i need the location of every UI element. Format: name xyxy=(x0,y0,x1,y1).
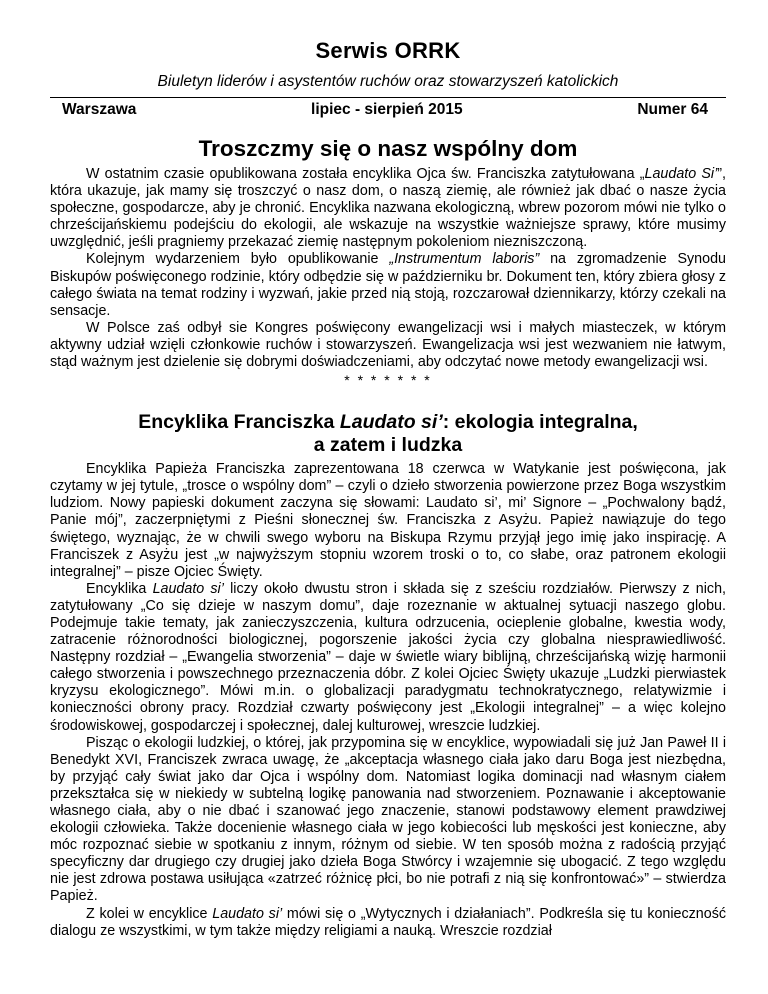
article2-title: Encyklika Franciszka Laudato si’: ekologia integralna, a zatem i ludzka xyxy=(138,411,638,457)
newsletter-page xyxy=(50,0,726,940)
masthead-info-bar xyxy=(50,97,726,119)
newsletter-subtitle: Biuletyn liderów i asystentów ruchów oraz stowarzyszeń katolickich xyxy=(157,73,619,90)
section-separator: * * * * * * * xyxy=(344,372,432,389)
article2-paragraph-1: Encyklika Papieża Franciszka zaprezentowana 18 czerwca w Watykanie jest poświęcona, jak czytamy w jej tytule, „trosce o wspólny dom” – czyli o dzieło stworzenia powierzone przez Boga wszystkim ludziom. Nowy papieski dokument zaczyna się słowami: Laudato si’, mi’ Signore – „Pochwalony bądź, Panie mój”, zaczerpniętymi z Pieśni słonecznej św. Franciszka z Asyżu. Papież nawiązuje do tego świętego, wyznając, że w chwili swego wyboru na Biskupa Rzymu przyjął jego imię jako inspirację. A Franciszek z Asyżu jest „w najwyższym stopniu wzorem troski o to, co słabe, oraz patronem ekologii integralnej” – pisze Ojciec Święty. xyxy=(50,461,726,580)
article1-paragraph-2: Kolejnym wydarzeniem było opublikowanie „Instrumentum laboris” na zgromadzenie Synodu Biskupów poświęconego rodzinie, który odbędzie się w październiku br. Dokument ten, który zbiera głosy z całego świata na temat rodziny i wyzwań, jakie przed nią stoją, rozczarował dziennikarzy, którzy czekali na sensacje. xyxy=(50,251,726,319)
article1-paragraph-3: W Polsce zaś odbył sie Kongres poświęcony ewangelizacji wsi i małych miasteczek, w którym aktywny udział wzięli członkowie ruchów i stowarzyszeń. Ewangelizacja wsi jest wezwaniem nie łatwym, stąd ważnym jest dzielenie się dobrymi doświadczeniami, aby odczytać nowe metody ewangelizacji wsi. xyxy=(50,319,726,371)
article2-paragraph-4: Z kolei w encyklice Laudato si’ mówi się o „Wytycznych i działaniach”. Podkreśla się tu konieczność dialogu ze wszystkimi, w tym także między religiami a nauką. Wreszcie rozdział xyxy=(50,905,727,939)
masthead-issue: Numer 64 xyxy=(637,101,708,118)
masthead-city: Warszawa xyxy=(62,101,137,118)
article2-paragraph-3: Pisząc o ekologii ludzkiej, o której, jak przypomina się w encyklice, wypowiadali się już Jan Paweł II i Benedykt XVI, Franciszek zwraca uwagę, że „akceptacja własnego ciała jako daru Boga jest niezbędna, by przyjąć cały świat jako dar Ojca i wspólny dom. Natomiast logika dominacji nad własnym ciałem przekształca się w niekiedy w subtelną logikę panowania nad stworzeniem. Poznawanie i akceptowanie własnego ciała, aby o nie dbać i szanować jego znaczenie, stanowi podstawowy element prawdziwej ekologii człowieka. Także docenienie własnego ciała w jego kobiecości lub męskości jest konieczne, aby móc rozpoznać siebie w spotkaniu z innym, różnym od siebie. W ten sposób można z radością przyjąć specyficzny dar drugiego czy drugiej jako dzieła Boga Stwórcy i wzajemnie się ubogacić. Z tego względu nie jest zdrowa postawa usiłująca «zatrzeć różnicę płci, bo nie potrafi z nią się konfrontować»” – stwierdza Papież. xyxy=(50,734,726,905)
newsletter-title: Serwis ORRK xyxy=(315,38,461,63)
masthead-date: lipiec - sierpień 2015 xyxy=(311,101,463,118)
article2-paragraph-2: Encyklika Laudato si’ liczy około dwustu stron i składa się z sześciu rozdziałów. Pierwszy z nich, zatytułowany „Co się dzieje w naszym domu”, daje rozeznanie w aktualnej sytuacji naszego globu. Podejmuje takie tematy, jak zanieczyszczenia, kultura odrzucenia, ocieplenie globalne, kwestia wody, zatracenie różnorodności biologicznej, pogorszenie jakości życia czy globalna niesprawiedliwość. Następny rozdział – „Ewangelia stworzenia” – daje w świetle wiary biblijną, chrześcijańską wizję harmonii całego stworzenia i powszechnego przeznaczenia dóbr. Z kolei Ojciec Święty ukazuje „Ludzki pierwiastek kryzysu ekologicznego”. Mówi m.in. o globalizacji paradygmatu technokratycznego, relatywizmie i konieczności obrony pracy. Rozdział czwarty poświęcony jest „Ekologii integralnej” – a więc kolejno środowiskowej, gospodarczej i społecznej, dalej kulturowej, wreszcie ludzkiej. xyxy=(50,580,727,734)
article1-paragraph-1: W ostatnim czasie opublikowana została encyklika Ojca św. Franciszka zatytułowana „Laudato Si’”, która ukazuje, jak mamy się troszczyć o nasz dom, o naszą ziemię, ale również jak dbać o nasze życia społeczne, gospodarcze, aby je chronić. Encyklika nazwana ekologiczną, wbrew pozorom mówi nie tylko o chrześcijańskiemu podejściu do ekologii, ale wskazuje na wszystkie ważniejsze sprawy, które musimy uwzględnić, jeśli pragniemy przekazać ziemię następnym pokoleniom niezniszczoną. xyxy=(50,166,726,251)
article1-title: Troszczmy się o nasz wspólny dom xyxy=(198,136,578,161)
